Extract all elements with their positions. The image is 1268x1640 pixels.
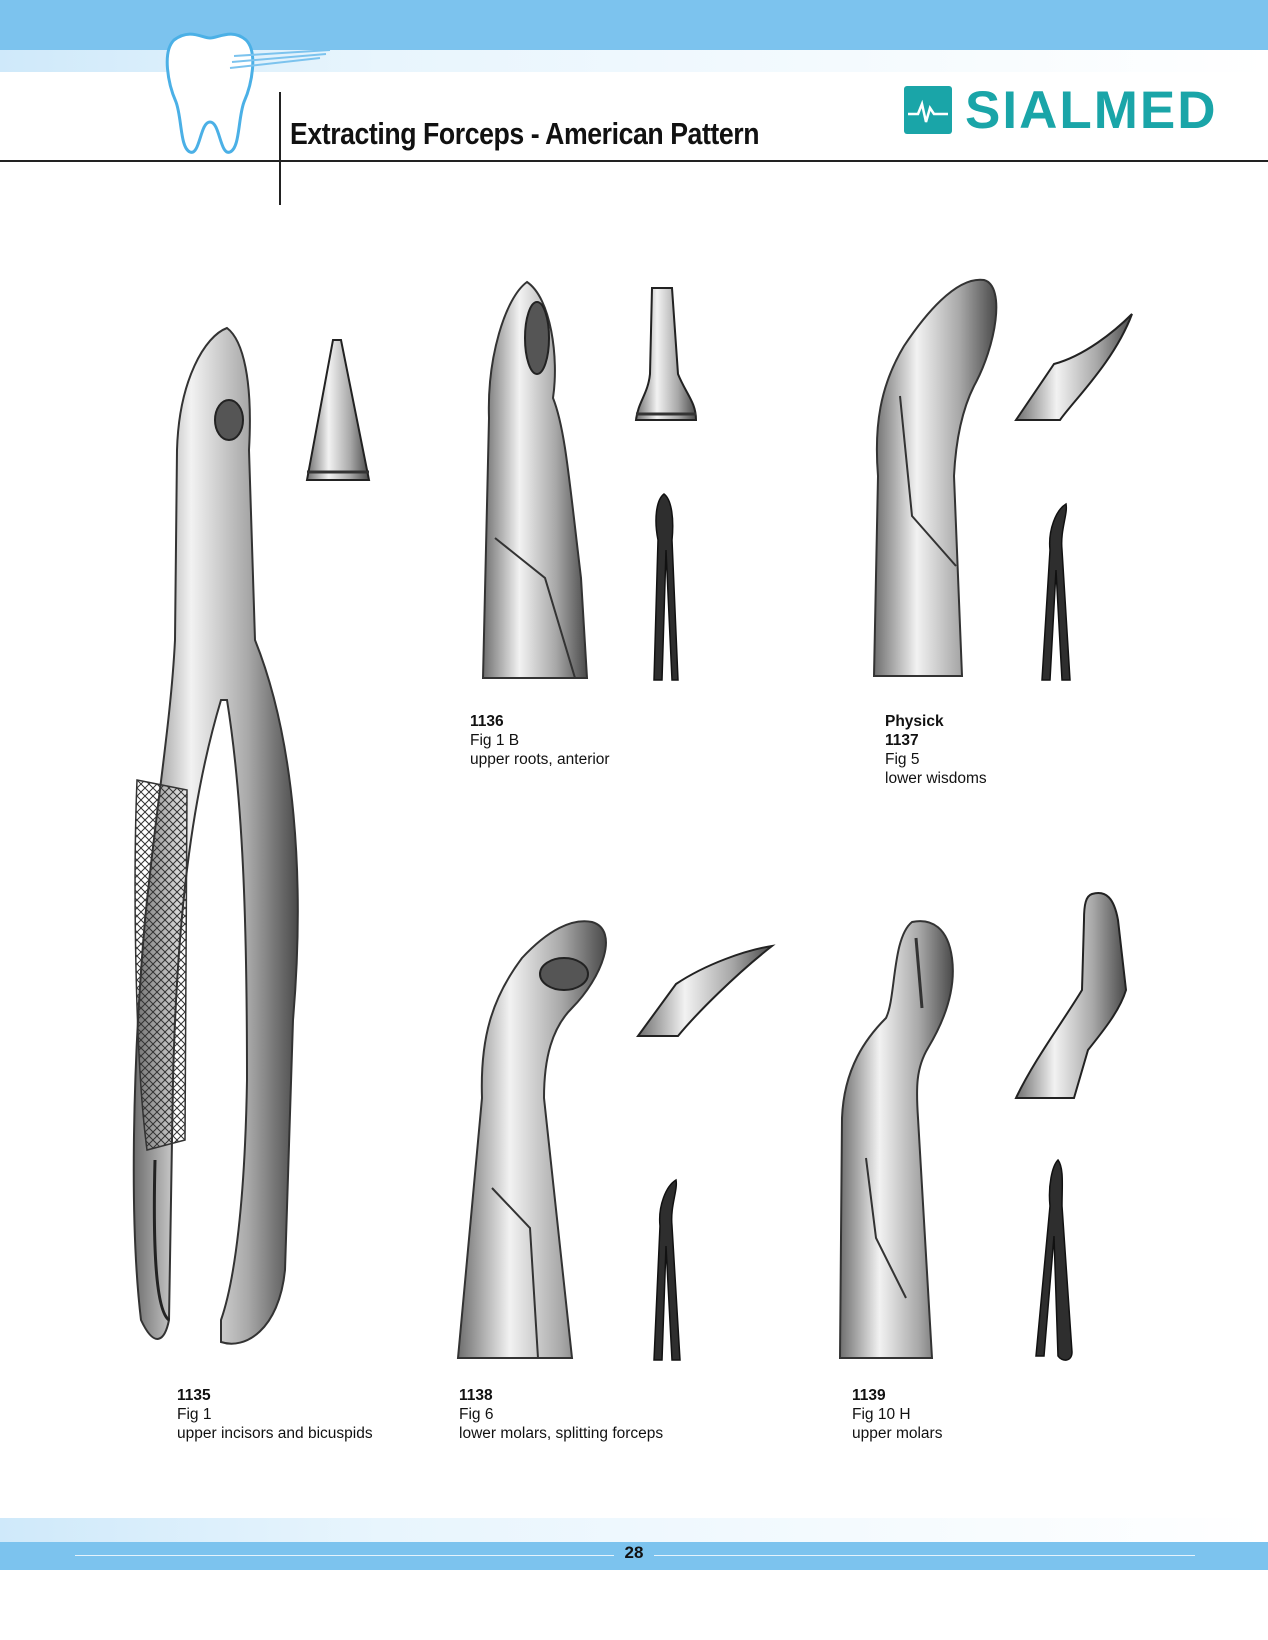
forceps-1137-tip-detail <box>1014 312 1134 424</box>
product-code: 1139 <box>852 1387 886 1404</box>
header-vertical-rule <box>279 92 281 205</box>
forceps-1135-image <box>125 320 325 1370</box>
forceps-1139-tip-detail <box>1014 890 1140 1102</box>
heartbeat-logo-icon <box>904 86 952 134</box>
forceps-1136-image <box>465 278 605 690</box>
product-description: lower molars, splitting forceps <box>459 1425 664 1442</box>
caption-1138 <box>459 1386 663 1443</box>
bottom-decorative-ribbon <box>0 1518 1268 1542</box>
header-rule <box>0 160 1268 162</box>
forceps-1139-thumbnail <box>1028 1156 1076 1366</box>
page-number: 28 <box>614 1543 654 1563</box>
product-figure: Fig 1 <box>177 1406 212 1423</box>
forceps-1138-tip-detail <box>636 944 774 1040</box>
caption-1139 <box>852 1386 942 1443</box>
forceps-1139-image <box>836 918 996 1364</box>
caption-1136 <box>470 712 610 769</box>
forceps-1138-thumbnail <box>646 1176 684 1366</box>
page-title: Extracting Forceps - American Pattern <box>290 116 760 151</box>
brand-logo: SIALMED <box>965 81 1218 140</box>
product-description: upper roots, anterior <box>470 751 610 768</box>
forceps-1136-tip-detail <box>634 284 698 424</box>
forceps-1137-thumbnail <box>1036 500 1076 690</box>
product-code: 1137 <box>885 732 919 749</box>
product-figure: Fig 1 B <box>470 732 520 749</box>
product-figure: Fig 10 H <box>852 1406 911 1423</box>
product-code: 1138 <box>459 1387 493 1404</box>
product-code: 1135 <box>177 1387 211 1404</box>
product-description: upper molars <box>852 1425 943 1442</box>
product-figure: Fig 5 <box>885 751 920 768</box>
product-description: lower wisdoms <box>885 770 987 787</box>
forceps-1136-thumbnail <box>648 490 682 690</box>
tooth-icon <box>160 28 260 160</box>
product-name: Physick <box>885 713 944 730</box>
caption-1137 <box>885 712 987 788</box>
product-figure: Fig 6 <box>459 1406 494 1423</box>
product-description: upper incisors and bicuspids <box>177 1425 373 1442</box>
product-code: 1136 <box>470 713 504 730</box>
forceps-1138-image <box>452 918 622 1364</box>
forceps-1137-image <box>864 276 1014 690</box>
forceps-1135-tip-detail <box>305 336 375 486</box>
caption-1135 <box>177 1386 373 1443</box>
